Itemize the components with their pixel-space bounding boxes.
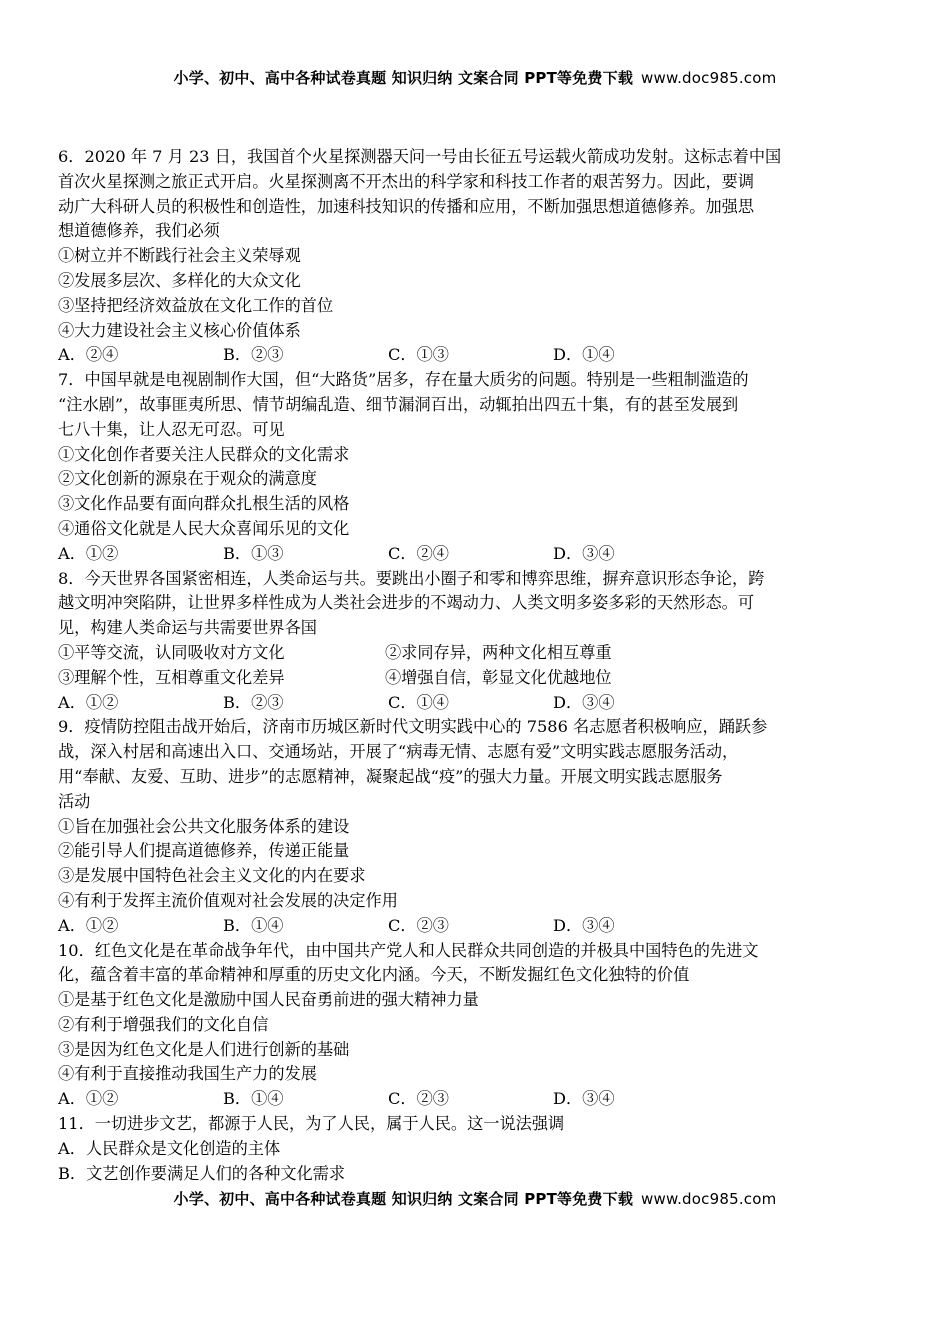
question-7 (58, 368, 894, 566)
question-stem-line: 11．一切进步文艺，都源于人民，为了人民，属于人民。这一说法强调 (58, 1114, 565, 1134)
option-c: C．②③ (388, 915, 449, 935)
option-a: A．人民群众是文化创造的主体 (58, 1138, 281, 1158)
header-site-link[interactable]: www.doc985.com (641, 69, 777, 87)
option-c: C．①④ (388, 692, 449, 712)
statement-item: ①树立并不断践行社会主义荣辱观 (58, 246, 301, 266)
answer-options (58, 343, 894, 368)
option-d: D．③④ (553, 692, 615, 712)
option-a: A．①② (58, 915, 119, 935)
option-b: B．①③ (223, 543, 284, 563)
statement-item: ①是基于红色文化是激励中国人民奋勇前进的强大精神力量 (58, 990, 479, 1010)
statement-item: ④有利于发挥主流价值观对社会发展的决定作用 (58, 890, 398, 910)
option-b: B．②③ (223, 345, 284, 365)
option-b: B．文艺创作要满足人们的各种文化需求 (58, 1163, 346, 1183)
question-6 (58, 145, 894, 368)
question-content (58, 145, 894, 1186)
footer-banner (0, 1188, 950, 1209)
question-stem-line: 越文明冲突陷阱，让世界多样性成为人类社会进步的不竭动力、人类文明多姿多彩的天然形态。可 (58, 593, 755, 613)
question-stem-line: 战，深入村居和高速出入口、交通场站，开展了“病毒无情、志愿有爱”文明实践志愿服务活动， (58, 742, 739, 762)
statement-item: ④有利于直接推动我国生产力的发展 (58, 1064, 317, 1084)
question-11 (58, 1112, 894, 1186)
option-a: A．②④ (58, 345, 119, 365)
question-stem-line: 活动 (58, 791, 91, 811)
statement-item: ②发展多层次、多样化的大众文化 (58, 270, 301, 290)
question-stem-line: 用“奉献、友爱、互助、进步”的志愿精神，凝聚起战“疫”的强大力量。开展文明实践志愿服务 (58, 766, 723, 786)
answer-options (58, 1087, 894, 1112)
option-c: C．①③ (388, 345, 449, 365)
option-a: A．①② (58, 1089, 119, 1109)
statement-item: ②能引导人们提高道德修养，传递正能量 (58, 841, 350, 861)
statement-row (58, 641, 894, 666)
statement-row (58, 666, 894, 691)
question-stem-line: 9．疫情防控阻击战开始后，济南市历城区新时代文明实践中心的 7586 名志愿者积极响应，踊跃参 (58, 717, 768, 737)
option-b: B．①④ (223, 915, 284, 935)
question-stem-line: 见，构建人类命运与共需要世界各国 (58, 618, 317, 638)
option-a: A．①② (58, 543, 119, 563)
statement-item: ①平等交流，认同吸收对方文化 (58, 642, 285, 662)
option-b: B．②③ (223, 692, 284, 712)
question-8 (58, 567, 894, 716)
question-stem-line: 首次火星探测之旅正式开启。火星探测离不开杰出的科学家和科技工作者的艰苦努力。因此，要调 (58, 171, 755, 191)
question-9 (58, 715, 894, 938)
question-stem-line: “注水剧”，故事匪夷所思、情节胡编乱造、细节漏洞百出，动辄拍出四五十集，有的甚至发展到 (58, 394, 739, 414)
question-stem-line: 化，蕴含着丰富的革命精神和厚重的历史文化内涵。今天，不断发掘红色文化独特的价值 (58, 965, 690, 985)
question-stem-line: 8．今天世界各国紧密相连，人类命运与共。要跳出小圈子和零和博弈思维，摒弃意识形态争论，跨 (58, 568, 765, 588)
option-a: A．①② (58, 692, 119, 712)
answer-options (58, 914, 894, 939)
statement-item: ③理解个性，互相尊重文化差异 (58, 667, 285, 687)
statement-item: ③是因为红色文化是人们进行创新的基础 (58, 1039, 350, 1059)
statement-item: ①旨在加强社会公共文化服务体系的建设 (58, 816, 350, 836)
question-10 (58, 939, 894, 1113)
question-stem-line: 10．红色文化是在革命战争年代，由中国共产党人和人民群众共同创造的并极具中国特色的先进文 (58, 940, 759, 960)
statement-item: ④大力建设社会主义核心价值体系 (58, 320, 301, 340)
statement-item: ③坚持把经济效益放在文化工作的首位 (58, 295, 334, 315)
option-d: D．③④ (553, 543, 615, 563)
statement-item: ③是发展中国特色社会主义文化的内在要求 (58, 866, 366, 886)
option-b: B．①④ (223, 1089, 284, 1109)
header-banner (0, 67, 950, 88)
option-d: D．③④ (553, 915, 615, 935)
footer-title: 小学、初中、高中各种试卷真题 知识归纳 文案合同 PPT等免费下载 (173, 1190, 634, 1208)
question-stem-line: 想道德修养，我们必须 (58, 221, 220, 241)
statement-item: ②求同存异，两种文化相互尊重 (385, 642, 612, 662)
question-stem-line: 七八十集，让人忍无可忍。可见 (58, 419, 285, 439)
statement-item: ④增强自信，彰显文化优越地位 (385, 667, 612, 687)
statement-item: ①文化创作者要关注人民群众的文化需求 (58, 444, 350, 464)
option-c: C．②④ (388, 543, 449, 563)
statement-item: ④通俗文化就是人民大众喜闻乐见的文化 (58, 518, 350, 538)
question-stem-line: 6．2020 年 7 月 23 日，我国首个火星探测器天问一号由长征五号运载火箭成功发射。这标志着中国 (58, 147, 782, 166)
question-stem-line: 动广大科研人员的积极性和创造性，加速科技知识的传播和应用，不断加强思想道德修养。加强思 (58, 196, 755, 216)
option-d: D．③④ (553, 1089, 615, 1109)
option-d: D．①④ (553, 345, 615, 365)
answer-options (58, 691, 894, 716)
header-title: 小学、初中、高中各种试卷真题 知识归纳 文案合同 PPT等免费下载 (173, 69, 634, 87)
statement-item: ②文化创新的源泉在于观众的满意度 (58, 469, 317, 489)
option-c: C．②③ (388, 1089, 449, 1109)
statement-item: ③文化作品要有面向群众扎根生活的风格 (58, 494, 350, 514)
footer-site-link[interactable]: www.doc985.com (641, 1190, 777, 1208)
answer-options (58, 542, 894, 567)
statement-item: ②有利于增强我们的文化自信 (58, 1014, 269, 1034)
question-stem-line: 7．中国早就是电视剧制作大国，但“大路货”居多，存在量大质劣的问题。特别是一些粗制滥造的 (58, 370, 749, 390)
